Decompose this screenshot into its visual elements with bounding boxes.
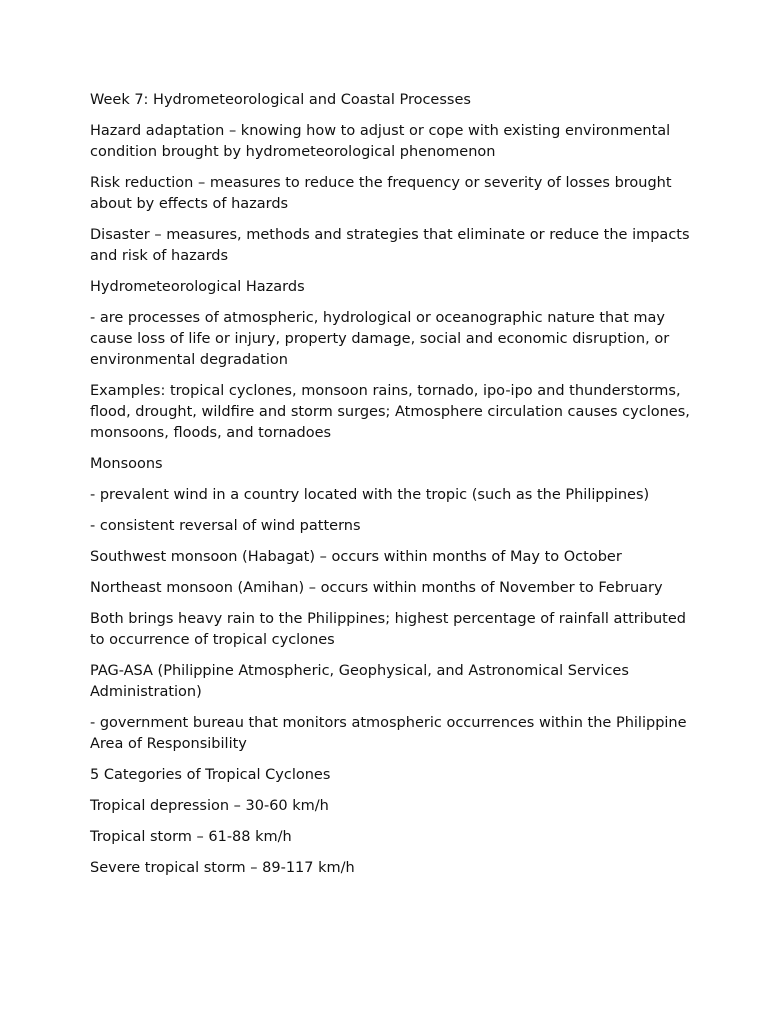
monsoons-point-1: - prevalent wind in a country located with the tropic (such as the Philippines) [90, 487, 650, 503]
pagasa-name: PAG-ASA (Philippine Atmospheric, Geophysical, and Astronomical Services Administration) [90, 663, 629, 700]
southwest-monsoon: Southwest monsoon (Habagat) – occurs within months of May to October [90, 549, 622, 565]
document-page [90, 90, 700, 889]
hazards-examples: Examples: tropical cyclones, monsoon rains, tornado, ipo-ipo and thunderstorms, flood, drought, wildfire and storm surges; Atmosphere circulation causes cyclones, monsoons, floods, and tornadoes [90, 383, 690, 441]
monsoons-point-2: - consistent reversal of wind patterns [90, 518, 361, 534]
section-title-hydrometeorological-hazards: Hydrometeorological Hazards [90, 279, 305, 295]
hazards-description: - are processes of atmospheric, hydrological or oceanographic nature that may cause loss of life or injury, property damage, social and economic disruption, or environmental degradation [90, 310, 670, 368]
northeast-monsoon: Northeast monsoon (Amihan) – occurs within months of November to February [90, 580, 663, 596]
pagasa-description: - government bureau that monitors atmospheric occurrences within the Philippine Area of Responsibility [90, 715, 687, 752]
definition-hazard-adaptation: Hazard adaptation – knowing how to adjust or cope with existing environmental condition brought by hydrometeorological phenomenon [90, 123, 671, 160]
definition-risk-reduction: Risk reduction – measures to reduce the frequency or severity of losses brought about by effects of hazards [90, 175, 672, 212]
definition-disaster: Disaster – measures, methods and strategies that eliminate or reduce the impacts and risk of hazards [90, 227, 690, 264]
section-title-cyclone-categories: 5 Categories of Tropical Cyclones [90, 767, 331, 783]
section-title-monsoons: Monsoons [90, 456, 163, 472]
monsoons-rainfall: Both brings heavy rain to the Philippines; highest percentage of rainfall attributed to occurrence of tropical cyclones [90, 611, 686, 648]
category-severe-tropical-storm: Severe tropical storm – 89-117 km/h [90, 860, 355, 876]
category-tropical-depression: Tropical depression – 30-60 km/h [90, 798, 329, 814]
category-tropical-storm: Tropical storm – 61-88 km/h [90, 829, 292, 845]
document-heading: Week 7: Hydrometeorological and Coastal Processes [90, 92, 471, 108]
